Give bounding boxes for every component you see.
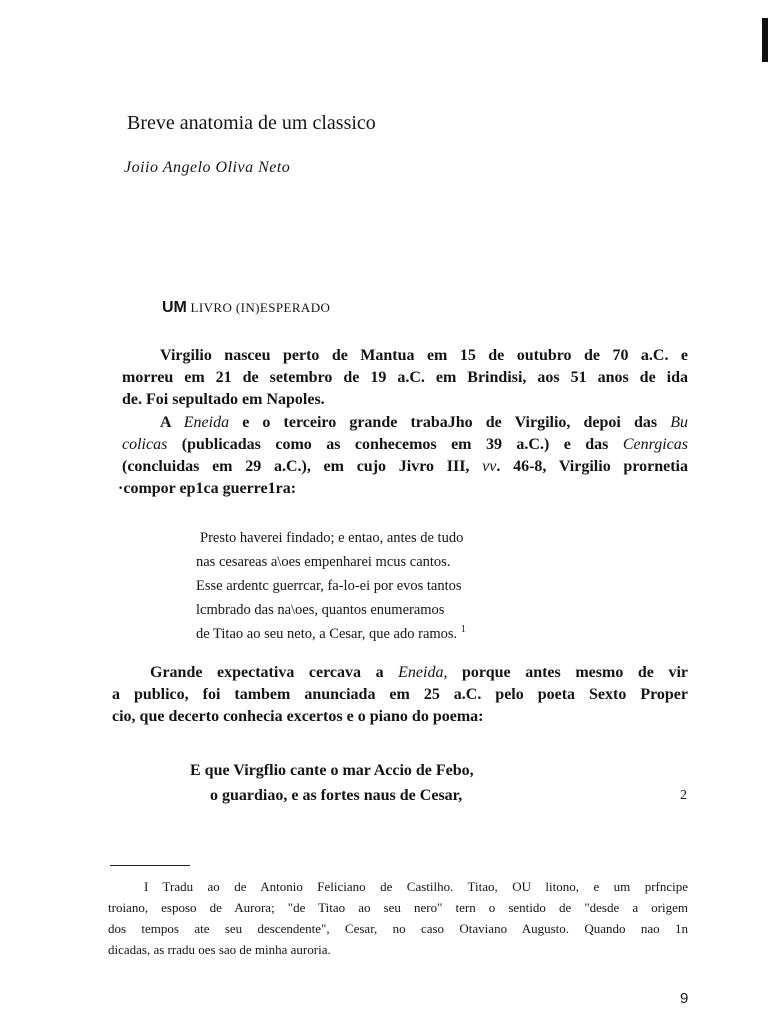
section-heading-lead: UM xyxy=(162,299,187,316)
paragraph-3-line: Grande expectativa cercava a Eneida, porque antes mesmo de vir xyxy=(150,664,688,681)
paragraph-1 xyxy=(122,345,688,411)
paragraph-3-line: cio, que decerto conhecia excertos e o piano do poema: xyxy=(112,708,484,725)
paragraph-1-line: de. Foi sepultado em Napoles. xyxy=(122,391,325,408)
footnote-line: dos tempos ate seu descendente", Cesar, no caso Otaviano Augusto. Quando nao 1n xyxy=(108,921,688,936)
chapter-title: Breve anatomia de um classico xyxy=(127,112,376,134)
verse-line: Esse ardentc guerrcar, fa-lo-ei por evos tantos xyxy=(196,578,462,594)
verse-quote-1 xyxy=(196,526,466,646)
paragraph-2-line: ·compor ep1ca guerre1ra: xyxy=(118,480,297,497)
footnote-reference[interactable]: 1 xyxy=(460,624,466,636)
verse-line: Presto haverei findado; e entao, antes de tudo xyxy=(200,530,464,546)
section-heading xyxy=(162,299,330,317)
paragraph-2 xyxy=(118,412,689,500)
paragraph-2-line: (concluidas em 29 a.C.), em cujo Jivro III, vv. 46-8, Virgilio prornetia xyxy=(122,458,689,475)
verse-quote-2 xyxy=(190,758,474,808)
paragraph-1-line: morreu em 21 de setembro de 19 a.C. em Brindisi, aos 51 anos de ida xyxy=(122,369,688,386)
verse-line: de Titao ao seu neto, a Cesar, que ado ramos. $^1$ xyxy=(196,624,466,642)
footnote-divider xyxy=(110,865,190,866)
paragraph-2-line: colicas (publicadas como as conhecemos em 39 a.C.) e das Cenrgicas xyxy=(122,436,688,453)
section-heading-rest: LIVRO (IN)ESPERADO xyxy=(190,300,331,315)
footnote-line: I Tradu ao de Antonio Feliciano de Castilho. Titao, OU litono, e um prfncipe xyxy=(144,879,688,894)
paragraph-3-line: a publico, foi tambem anunciada em 25 a.C. pelo poeta Sexto Proper xyxy=(112,686,688,703)
verse-line: E que Virgflio cante o mar Accio de Febo, xyxy=(190,762,474,779)
footnote xyxy=(108,876,688,960)
edge-mark xyxy=(762,18,768,62)
footnote-reference[interactable]: 2 xyxy=(680,788,687,803)
verse-line: lcmbrado das na\oes, quantos enumeramos xyxy=(196,602,445,618)
paragraph-1-line: Virgilio nasceu perto de Mantua em 15 de outubro de 70 a.C. e xyxy=(160,347,688,364)
footnote-line: dicadas, as rradu oes sao de minha auroria. xyxy=(108,942,331,957)
footnote-line: troiano, esposo de Aurora; "de Titao ao seu nero" tern o sentido de "desde a origem xyxy=(108,900,688,915)
page-number: 9 xyxy=(680,990,689,1007)
verse-line: nas cesareas a\oes empenharei mcus cantos. xyxy=(196,554,451,570)
author-name: Joiio Angelo Oliva Neto xyxy=(124,159,291,176)
paragraph-2-line: A Eneida e o terceiro grande trabaJho de Virgilio, depoi das Bu xyxy=(160,414,688,431)
paragraph-3 xyxy=(112,662,688,728)
verse-line: o guardiao, e as fortes naus de Cesar, xyxy=(210,787,463,804)
